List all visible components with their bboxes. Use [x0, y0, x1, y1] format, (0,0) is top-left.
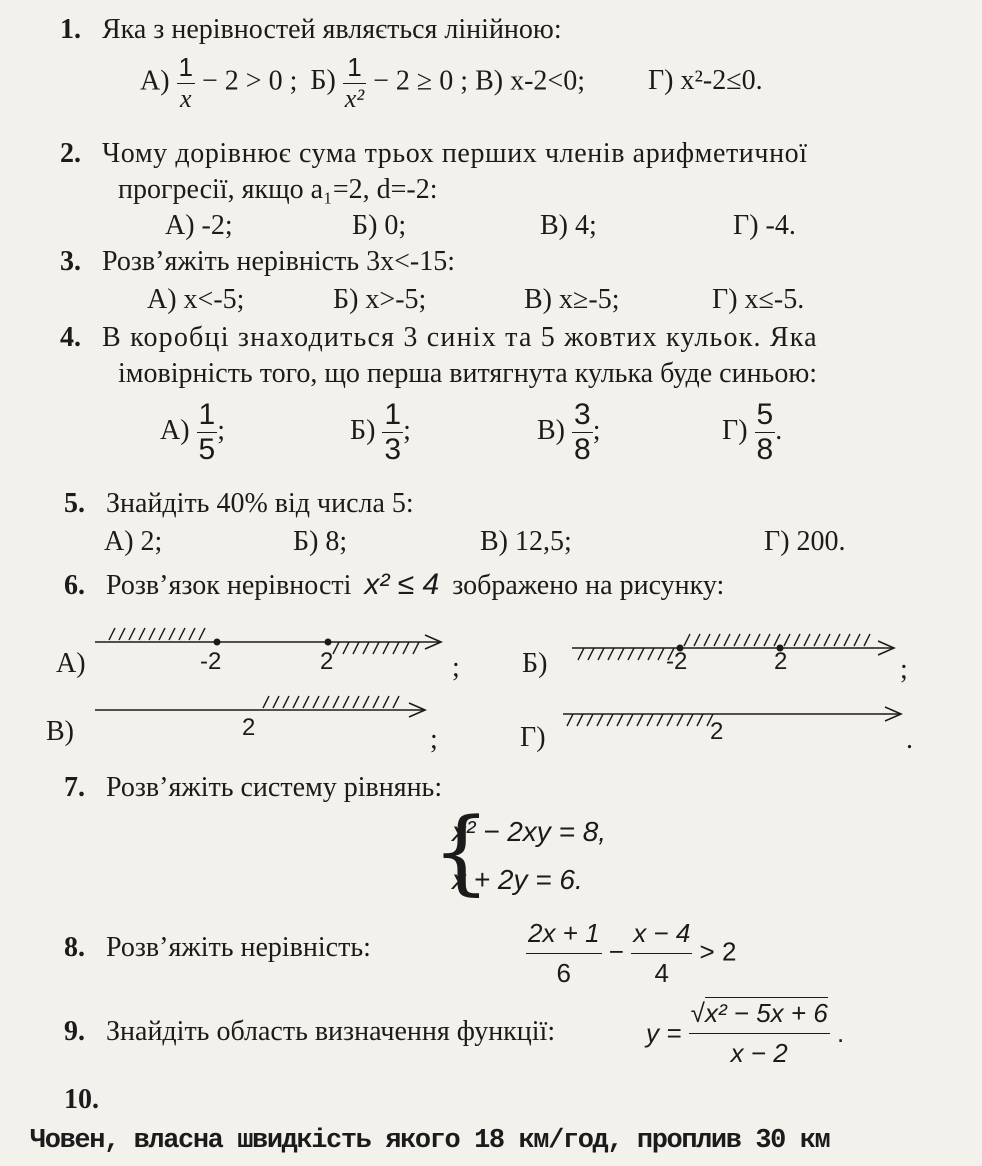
fraction: $\frac{3}{8}$ — [574, 398, 591, 466]
q4-option-b: Б) $\frac{1}{3}$ ; — [350, 398, 411, 466]
tick-label-m2: -2 — [666, 648, 688, 675]
q5-option-g: Г) 200. — [764, 526, 846, 557]
option-g: Г) x²-2≤0. — [647, 65, 763, 97]
question-8 — [64, 932, 371, 964]
q6-label-a: А) — [56, 648, 86, 679]
inequality-expression — [526, 918, 736, 989]
q2-option-v: В) 4; — [540, 210, 597, 241]
question-10-text: Човен, власна швидкість якого 18 км/год, проплив 30 км — [30, 1126, 830, 1156]
q6-label-b: Б) — [522, 648, 548, 679]
question-9 — [64, 1016, 555, 1048]
number-line-g — [563, 696, 908, 736]
q2-option-a: А) -2; — [165, 210, 233, 241]
tick-label-m2: -2 — [200, 648, 222, 675]
q4-option-a: А) $\frac{1}{5}$ ; — [160, 398, 226, 466]
q6-label-g: Г) — [520, 722, 546, 753]
option-b-rest: − 2 ≥ 0 ; — [373, 65, 469, 97]
question-number: 7. — [64, 772, 85, 803]
option-a: А) — [140, 65, 170, 97]
function-expression — [646, 998, 844, 1069]
fraction: $\frac{1}{x}$ — [178, 52, 194, 113]
number-line-a — [95, 620, 455, 680]
separator: ; — [430, 724, 438, 755]
minus-sign: − — [608, 936, 624, 967]
question-text: Розв’яжіть нерівність: — [106, 932, 371, 963]
q2-option-g: Г) -4. — [733, 210, 796, 241]
question-1-options — [140, 52, 763, 114]
question-2 — [60, 138, 950, 170]
q6-label-v: В) — [46, 716, 74, 747]
q3-option-v: В) x≥-5; — [524, 284, 620, 315]
radicand: x² − 5x + 6 — [704, 998, 828, 1028]
q3-option-a: А) x<-5; — [147, 284, 245, 315]
end-mark: . — [906, 724, 913, 755]
tick-label-2: 2 — [710, 718, 724, 745]
question-10-number: 10. — [64, 1084, 99, 1115]
question-5 — [64, 488, 414, 520]
fraction: $\frac{1}{3}$ — [384, 398, 402, 466]
tick-label-2: 2 — [242, 714, 256, 741]
fraction-1: $\frac{2x + 1}{6}$ — [528, 918, 600, 988]
rhs: > 2 — [699, 936, 737, 967]
question-7 — [64, 772, 442, 804]
question-text: Знайдіть область визначення функції: — [106, 1016, 556, 1047]
question-number: 5. — [64, 488, 85, 519]
question-text: Розв’яжіть нерівність 3x<-15: — [102, 246, 455, 277]
option-b: Б) — [310, 65, 336, 97]
question-4-line2: імовірність того, що перша витягнута кулька буде синьою: — [118, 358, 818, 389]
question-number: 1. — [60, 14, 81, 45]
option-v: В) x-2<0; — [475, 65, 585, 97]
q5-option-v: В) 12,5; — [480, 526, 572, 557]
q3-option-b: Б) x>-5; — [333, 284, 427, 315]
question-text: Розв’язок нерівності — [106, 570, 352, 601]
question-4 — [60, 322, 818, 354]
question-text: Розв’яжіть систему рівнянь: — [106, 772, 443, 803]
q5-option-a: А) 2; — [104, 526, 163, 557]
fraction: $\frac{1}{\text{x²}}$ — [344, 52, 365, 113]
tick-label-2: 2 — [320, 648, 334, 675]
question-number: 8. — [64, 932, 85, 963]
fraction: $\frac{\text{√x² − 5x + 6}}{x - 2}$ — [690, 998, 828, 1068]
question-number: 3. — [60, 246, 81, 277]
question-6 — [64, 568, 724, 602]
question-text: В коробці знаходиться 3 синіх та 5 жовтих кульок. Яка — [102, 322, 818, 353]
question-text: Чому дорівнює сума трьох перших членів арифметичної — [102, 138, 808, 169]
q5-option-b: Б) 8; — [293, 526, 348, 557]
question-text-end: зображено на рисунку: — [452, 570, 725, 601]
question-2-line2: прогресії, якщо a₁=2, d=-2: — [118, 174, 438, 205]
system-brace: { — [432, 798, 491, 905]
inequality: x² ≤ 4 — [364, 568, 440, 601]
lhs: y = — [646, 1018, 682, 1048]
q3-option-g: Г) x≤-5. — [712, 284, 805, 315]
q4-option-v: В) $\frac{3}{8}$ ; — [537, 398, 601, 466]
fraction: $\frac{5}{8}$ — [756, 398, 774, 466]
number-line-v — [95, 690, 435, 730]
separator: ; — [900, 654, 908, 685]
question-number: 2. — [60, 138, 81, 169]
question-3 — [60, 246, 455, 278]
number-line-b — [572, 618, 912, 678]
question-text: Яка з нерівностей являється лінійною: — [102, 14, 562, 45]
fraction: $\frac{1}{5}$ — [198, 398, 216, 466]
tick-label-2: 2 — [774, 648, 788, 675]
question-number: 4. — [60, 322, 81, 353]
equation-2: x + 2y = 6. — [452, 864, 583, 895]
separator: ; — [452, 652, 460, 683]
fraction-2: $\frac{x - 4}{4}$ — [633, 918, 691, 988]
question-number: 6. — [64, 570, 85, 601]
question-1 — [60, 14, 562, 46]
q2-option-b: Б) 0; — [352, 210, 407, 241]
end-mark: . — [837, 1018, 845, 1048]
q4-option-g: Г) $\frac{5}{8}$ . — [722, 398, 783, 466]
question-number: 9. — [64, 1016, 85, 1047]
option-a-rest: − 2 > 0 ; — [202, 65, 298, 97]
equation-1: x² − 2xy = 8, — [452, 816, 607, 847]
question-text: Знайдіть 40% від числа 5: — [106, 488, 414, 519]
